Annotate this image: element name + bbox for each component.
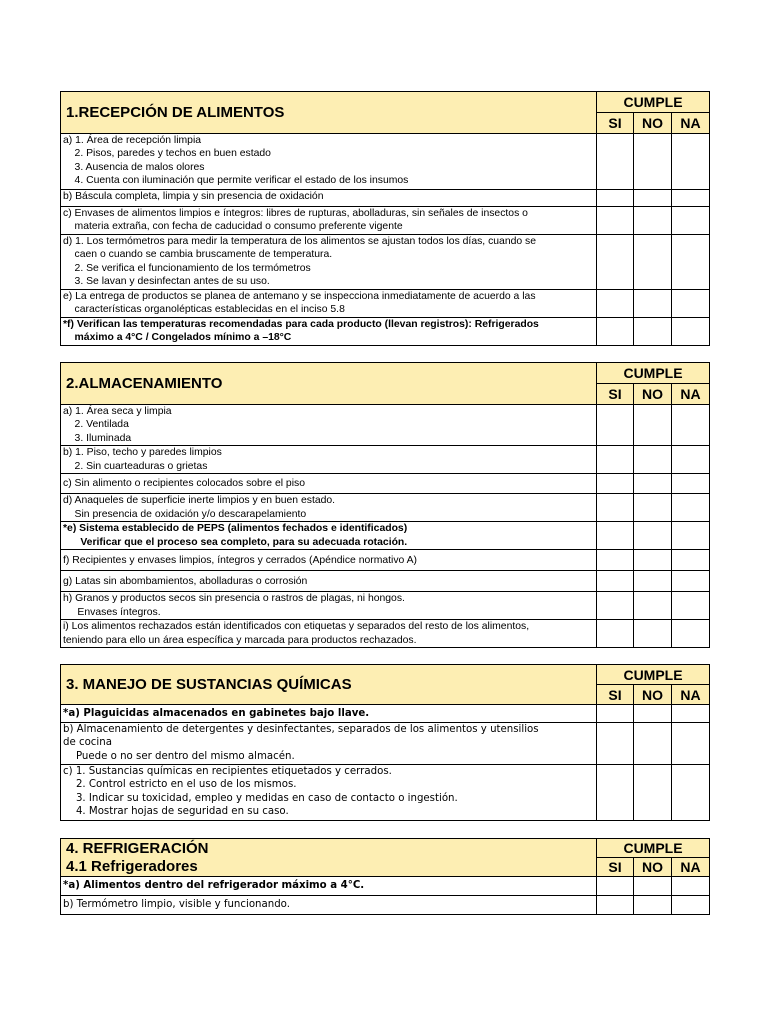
no-cell[interactable] <box>634 474 672 494</box>
no-cell[interactable] <box>634 405 672 446</box>
na-cell[interactable] <box>672 235 710 290</box>
na-cell[interactable] <box>672 705 710 723</box>
section-title-text: 4. REFRIGERACIÓN <box>66 839 209 857</box>
section-title: 3. MANEJO DE SUSTANCIAS QUÍMICAS <box>61 665 597 705</box>
si-header: SI <box>597 384 634 405</box>
na-cell[interactable] <box>672 134 710 190</box>
si-header: SI <box>597 858 634 877</box>
si-header: SI <box>597 113 634 134</box>
checklist-item: f) Recipientes y envases limpios, íntegros y cerrados (Apéndice normativo A) <box>61 550 597 571</box>
na-cell[interactable] <box>672 190 710 207</box>
no-cell[interactable] <box>634 190 672 207</box>
section-recepcion <box>60 91 710 346</box>
na-cell[interactable] <box>672 896 710 915</box>
na-cell[interactable] <box>672 207 710 235</box>
no-cell[interactable] <box>634 290 672 318</box>
no-cell[interactable] <box>634 446 672 474</box>
na-cell[interactable] <box>672 620 710 648</box>
na-header: NA <box>672 858 710 877</box>
si-cell[interactable] <box>597 446 634 474</box>
si-cell[interactable] <box>597 705 634 723</box>
na-header: NA <box>672 384 710 405</box>
no-cell[interactable] <box>634 620 672 648</box>
si-cell[interactable] <box>597 592 634 620</box>
na-cell[interactable] <box>672 446 710 474</box>
checklist-item: c) 1. Sustancias químicas en recipientes etiquetados y cerrados. 2. Control estricto en el uso de los mismos. 3. Indicar su toxicidad, empleo y medidas en caso de contacto o ingestión. 4. Mostrar hojas de seguridad en su caso. <box>61 765 597 821</box>
no-cell[interactable] <box>634 522 672 550</box>
cumple-header: CUMPLE <box>597 92 710 113</box>
no-cell[interactable] <box>634 571 672 592</box>
si-cell[interactable] <box>597 765 634 821</box>
na-cell[interactable] <box>672 550 710 571</box>
si-cell[interactable] <box>597 877 634 896</box>
checklist-item: i) Los alimentos rechazados están identificados con etiquetas y separados del resto de los alimentos, teniendo para ello un área específica y marcada para productos rechazados. <box>61 620 597 648</box>
no-cell[interactable] <box>634 550 672 571</box>
checklist-item: b) 1. Piso, techo y paredes limpios 2. Sin cuarteaduras o grietas <box>61 446 597 474</box>
si-cell[interactable] <box>597 494 634 522</box>
cumple-header: CUMPLE <box>597 363 710 384</box>
na-cell[interactable] <box>672 474 710 494</box>
section-title <box>61 839 597 858</box>
na-cell[interactable] <box>672 765 710 821</box>
checklist-item: a) 1. Área seca y limpia 2. Ventilada 3. Iluminada <box>61 405 597 446</box>
section-subtitle <box>61 858 597 877</box>
no-cell[interactable] <box>634 765 672 821</box>
no-cell[interactable] <box>634 318 672 346</box>
na-cell[interactable] <box>672 571 710 592</box>
checklist-item: *e) Sistema establecido de PEPS (alimentos fechados e identificados) Verificar que el proceso sea completo, para su adecuada rotación. <box>61 522 597 550</box>
si-cell[interactable] <box>597 896 634 915</box>
checklist-item: g) Latas sin abombamientos, abolladuras o corrosión <box>61 571 597 592</box>
checklist-item: c) Envases de alimentos limpios e íntegros: libres de rupturas, abolladuras, sin señales de insectos o materia extraña, con fecha de caducidad o consumo preferente vigente <box>61 207 597 235</box>
section-almacenamiento <box>60 362 710 648</box>
si-cell[interactable] <box>597 474 634 494</box>
si-cell[interactable] <box>597 571 634 592</box>
na-cell[interactable] <box>672 592 710 620</box>
section-sustancias-quimicas <box>60 664 710 821</box>
no-cell[interactable] <box>634 896 672 915</box>
si-cell[interactable] <box>597 620 634 648</box>
na-cell[interactable] <box>672 877 710 896</box>
checklist-item: e) La entrega de productos se planea de antemano y se inspecciona inmediatamente de acuerdo a las características organolépticas establecidas en el inciso 5.8 <box>61 290 597 318</box>
no-cell[interactable] <box>634 494 672 522</box>
checklist-item: *a) Alimentos dentro del refrigerador máximo a 4°C. <box>61 877 597 896</box>
checklist-item: *f) Verifican las temperaturas recomendadas para cada producto (llevan registros): Refrigerados máximo a 4°C / Congelados mínimo a –18°C <box>61 318 597 346</box>
checklist-item: d) 1. Los termómetros para medir la temperatura de los alimentos se ajustan todos los días, cuando se caen o cuando se cambia bruscamente de temperatura. 2. Se verifica el funcionamiento de los termómetros 3. Se lavan y desinfectan antes de su uso. <box>61 235 597 290</box>
si-cell[interactable] <box>597 207 634 235</box>
si-cell[interactable] <box>597 290 634 318</box>
si-cell[interactable] <box>597 318 634 346</box>
na-header: NA <box>672 685 710 705</box>
checklist-item: b) Termómetro limpio, visible y funcionando. <box>61 896 597 915</box>
na-cell[interactable] <box>672 494 710 522</box>
si-cell[interactable] <box>597 522 634 550</box>
no-cell[interactable] <box>634 235 672 290</box>
na-cell[interactable] <box>672 405 710 446</box>
cumple-header: CUMPLE <box>597 665 710 685</box>
section-subtitle-text: 4.1 Refrigeradores <box>66 858 198 876</box>
no-cell[interactable] <box>634 592 672 620</box>
checklist-item: b) Almacenamiento de detergentes y desinfectantes, separados de los alimentos y utensilios de cocina Puede o no ser dentro del mismo almacén. <box>61 723 597 765</box>
si-cell[interactable] <box>597 405 634 446</box>
checklist-item: a) 1. Área de recepción limpia 2. Pisos, paredes y techos en buen estado 3. Ausencia de malos olores 4. Cuenta con iluminación que permite verificar el estado de los insumos <box>61 134 597 190</box>
no-header: NO <box>634 685 672 705</box>
no-cell[interactable] <box>634 134 672 190</box>
section-title: 2.ALMACENAMIENTO <box>61 363 597 405</box>
na-cell[interactable] <box>672 723 710 765</box>
cumple-header: CUMPLE <box>597 839 710 858</box>
no-cell[interactable] <box>634 877 672 896</box>
section-refrigeracion <box>60 838 710 915</box>
si-cell[interactable] <box>597 134 634 190</box>
section-title: 1.RECEPCIÓN DE ALIMENTOS <box>61 92 597 134</box>
checklist-item: h) Granos y productos secos sin presencia o rastros de plagas, ni hongos. Envases íntegros. <box>61 592 597 620</box>
na-cell[interactable] <box>672 318 710 346</box>
no-header: NO <box>634 858 672 877</box>
checklist-item: d) Anaqueles de superficie inerte limpios y en buen estado. Sin presencia de oxidación y/o descarapelamiento <box>61 494 597 522</box>
si-cell[interactable] <box>597 723 634 765</box>
no-cell[interactable] <box>634 705 672 723</box>
checklist-item: *a) Plaguicidas almacenados en gabinetes bajo llave. <box>61 705 597 723</box>
no-header: NO <box>634 113 672 134</box>
na-cell[interactable] <box>672 290 710 318</box>
checklist-item: b) Báscula completa, limpia y sin presencia de oxidación <box>61 190 597 207</box>
no-cell[interactable] <box>634 723 672 765</box>
na-header: NA <box>672 113 710 134</box>
na-cell[interactable] <box>672 522 710 550</box>
si-cell[interactable] <box>597 550 634 571</box>
si-cell[interactable] <box>597 235 634 290</box>
no-header: NO <box>634 384 672 405</box>
si-cell[interactable] <box>597 190 634 207</box>
no-cell[interactable] <box>634 207 672 235</box>
si-header: SI <box>597 685 634 705</box>
checklist-item: c) Sin alimento o recipientes colocados sobre el piso <box>61 474 597 494</box>
